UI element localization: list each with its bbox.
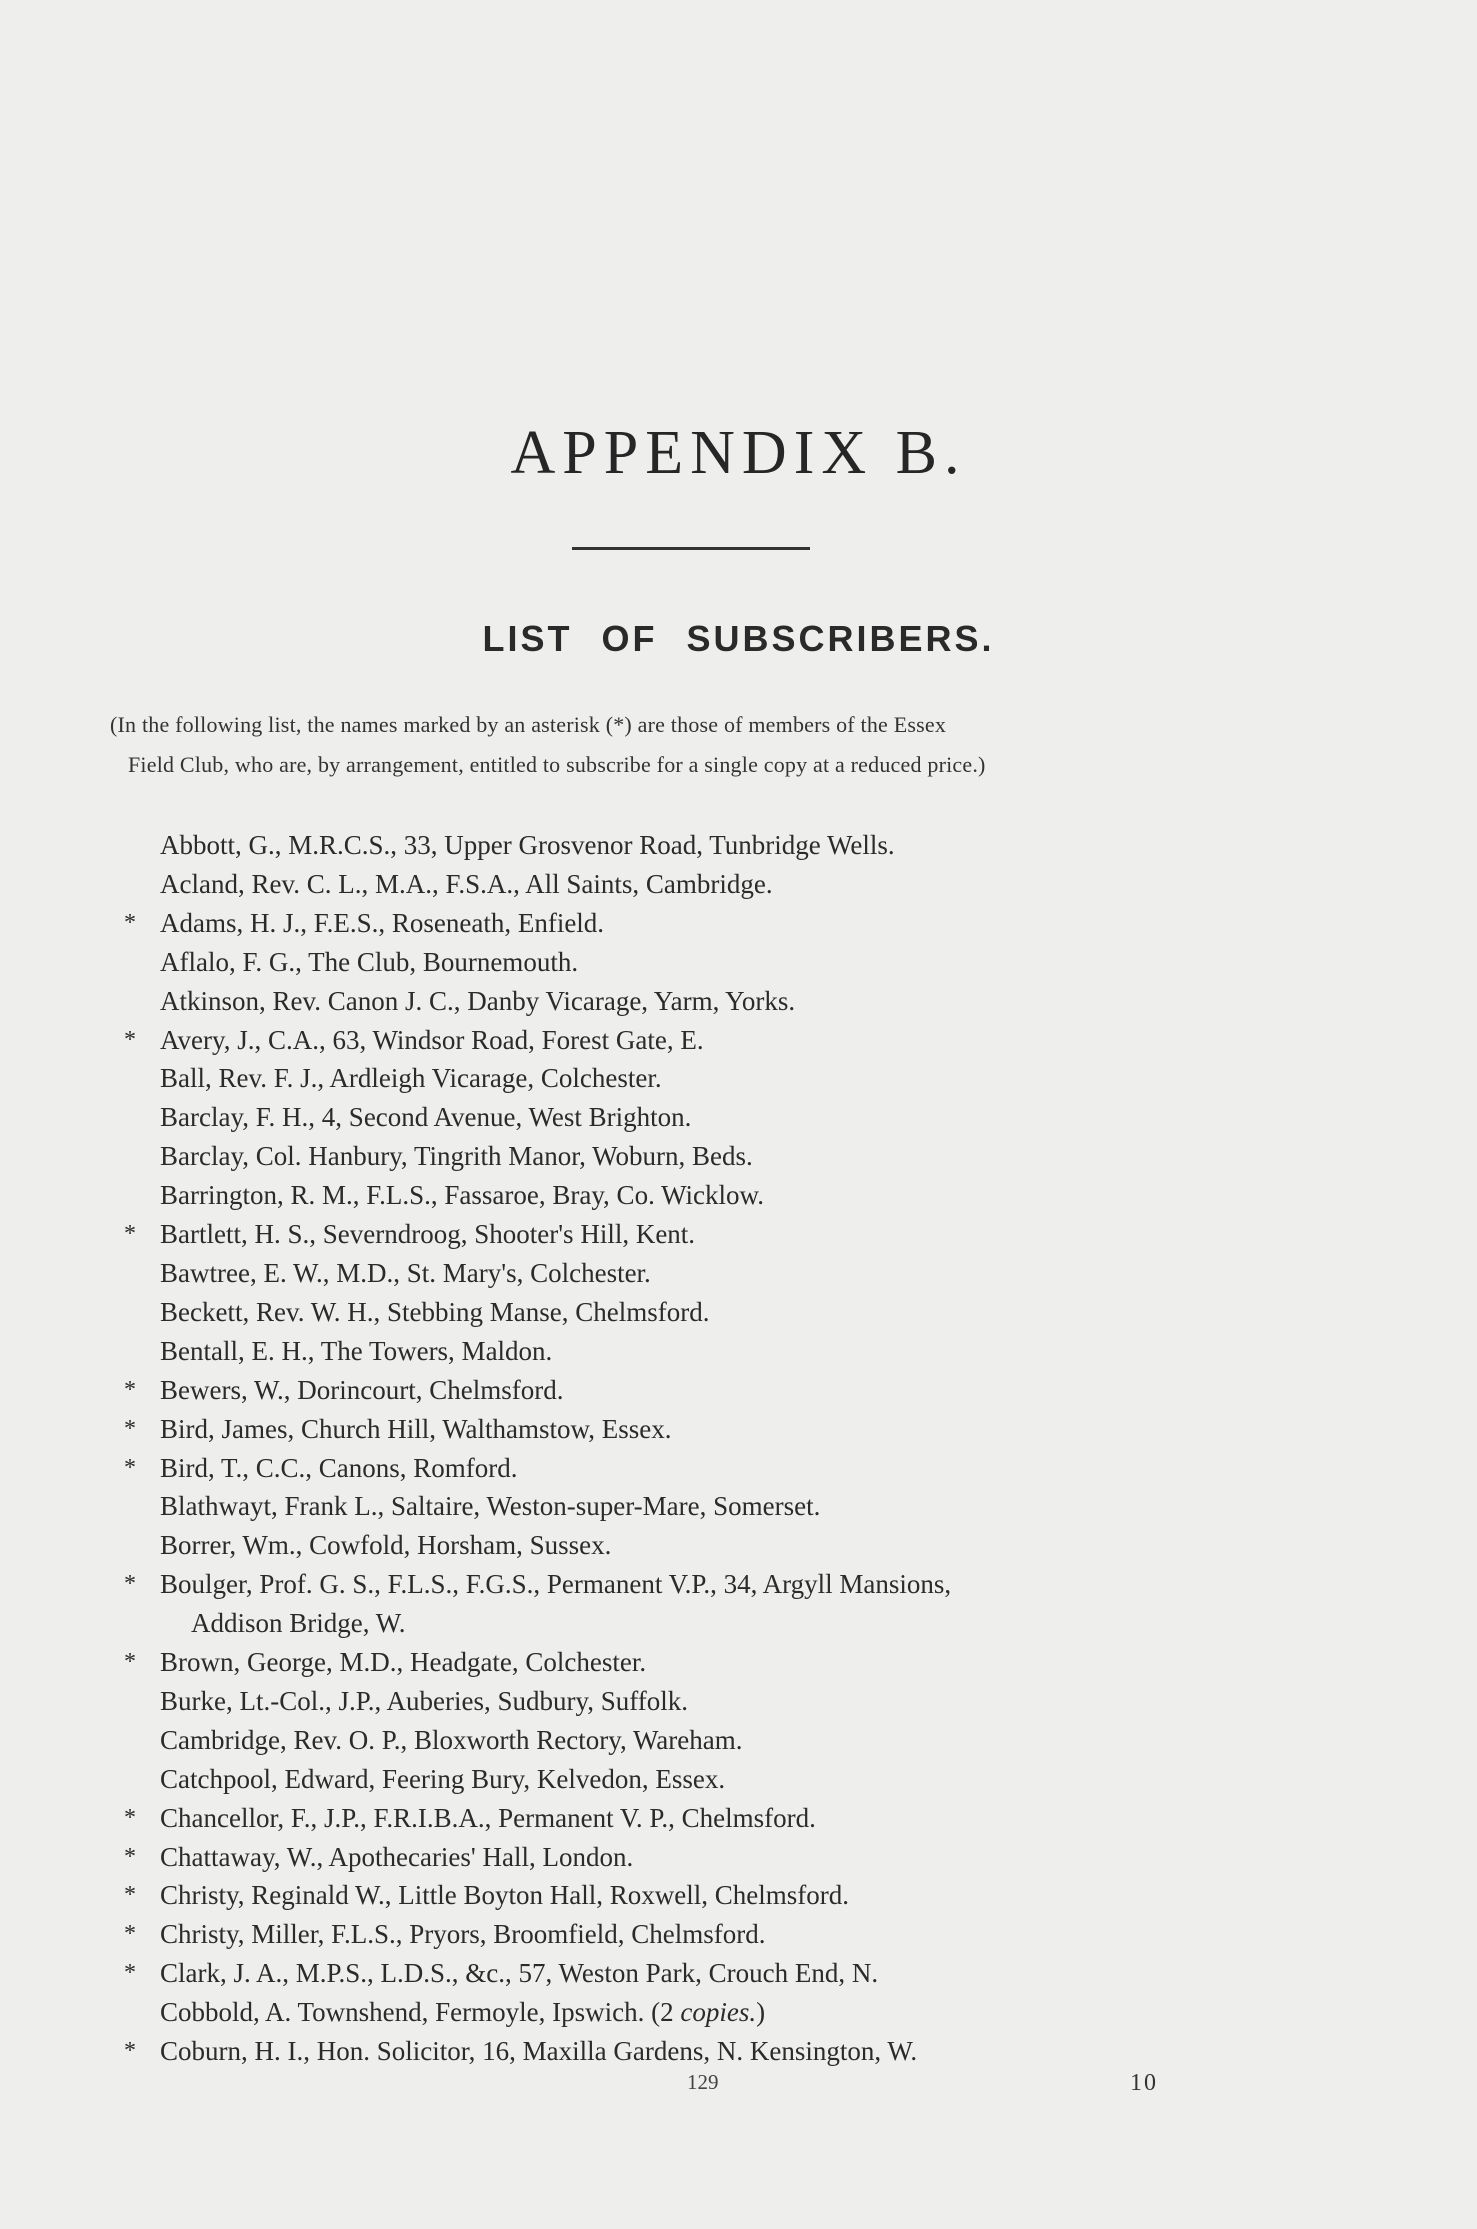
subscriber-text: Avery, J., C.A., 63, Windsor Road, Forest Gate, E. <box>160 1024 704 1055</box>
asterisk-marker: * <box>124 1960 136 1987</box>
asterisk-marker: * <box>124 1454 136 1481</box>
subscriber-text-continued: Addison Bridge, W. <box>191 1608 406 1639</box>
subscriber-list <box>0 826 1477 2071</box>
subscriber-text: Barrington, R. M., F.L.S., Fassaroe, Bray, Co. Wicklow. <box>160 1180 764 1211</box>
asterisk-marker: * <box>124 1026 136 1053</box>
list-item <box>0 1721 1290 1760</box>
subscriber-text: Chancellor, F., J.P., F.R.I.B.A., Permanent V. P., Chelmsford. <box>160 1802 816 1833</box>
list-item <box>0 1526 1290 1565</box>
subscriber-text: Clark, J. A., M.P.S., L.D.S., &c., 57, Weston Park, Crouch End, N. <box>160 1958 879 1989</box>
copies-note: (2 copies.) <box>651 1997 766 2028</box>
subscriber-text: Ball, Rev. F. J., Ardleigh Vicarage, Colchester. <box>160 1063 662 1094</box>
subscriber-text: Borrer, Wm., Cowfold, Horsham, Sussex. <box>160 1530 612 1561</box>
list-item <box>0 1993 1290 2032</box>
asterisk-marker: * <box>124 2038 136 2065</box>
asterisk-marker: * <box>124 1415 136 1442</box>
page-number: 129 <box>687 2070 719 2094</box>
subscriber-text: Catchpool, Edward, Feering Bury, Kelvedon, Essex. <box>160 1763 726 1794</box>
subscriber-text: Adams, H. J., F.E.S., Roseneath, Enfield. <box>160 907 605 938</box>
subscriber-text: Bentall, E. H., The Towers, Maldon. <box>160 1335 553 1366</box>
subscriber-text: Boulger, Prof. G. S., F.L.S., F.G.S., Permanent V.P., 34, Argyll Mansions, <box>160 1569 952 1600</box>
asterisk-marker: * <box>124 1804 136 1831</box>
asterisk-marker: * <box>124 1649 136 1676</box>
subscriber-text: Aflalo, F. G., The Club, Bournemouth. <box>160 946 579 977</box>
asterisk-marker: * <box>124 1221 136 1248</box>
list-item <box>0 2032 1290 2071</box>
asterisk-marker: * <box>124 1571 136 1598</box>
subscriber-text: Coburn, H. I., Hon. Solicitor, 16, Maxilla Gardens, N. Kensington, W. <box>160 2036 918 2067</box>
list-item <box>0 1215 1290 1254</box>
list-item <box>0 1371 1290 1410</box>
page-title: APPENDIX B. <box>510 419 967 487</box>
list-item <box>0 1098 1290 1137</box>
asterisk-marker: * <box>124 1882 136 1909</box>
list-item <box>0 1137 1290 1176</box>
list-item <box>0 943 1290 982</box>
list-item <box>0 1021 1290 1060</box>
intro-note <box>108 705 1278 785</box>
intro-line-2: Field Club, who are, by arrangement, entitled to subscribe for a single copy at a reduced price.) <box>128 752 986 777</box>
subscriber-text: Cobbold, A. Townshend, Fermoyle, Ipswich. <box>160 1997 645 2028</box>
subscriber-text: Cambridge, Rev. O. P., Bloxworth Rectory, Wareham. <box>160 1724 743 1755</box>
list-item <box>0 1954 1290 1993</box>
subscriber-text: Bartlett, H. S., Severndroog, Shooter's Hill, Kent. <box>160 1219 696 1250</box>
list-item <box>0 1876 1290 1915</box>
subscriber-text: Burke, Lt.-Col., J.P., Auberies, Sudbury, Suffolk. <box>160 1685 689 1716</box>
asterisk-marker: * <box>124 1843 136 1870</box>
subscriber-text: Bird, James, Church Hill, Walthamstow, Essex. <box>160 1413 672 1444</box>
list-item <box>0 865 1290 904</box>
signature-mark: 10 <box>1130 2070 1158 2096</box>
list-item <box>0 1760 1290 1799</box>
intro-line-1: (In the following list, the names marked by an asterisk (*) are those of members of the Essex <box>110 712 947 737</box>
list-item <box>0 1176 1290 1215</box>
subscriber-text: Barclay, Col. Hanbury, Tingrith Manor, Woburn, Beds. <box>160 1141 753 1172</box>
list-item <box>0 1682 1290 1721</box>
list-item <box>0 982 1290 1021</box>
subscriber-text: Beckett, Rev. W. H., Stebbing Manse, Chelmsford. <box>160 1296 710 1327</box>
subscriber-text: Atkinson, Rev. Canon J. C., Danby Vicarage, Yarm, Yorks. <box>160 985 796 1016</box>
asterisk-marker: * <box>124 909 136 936</box>
list-item <box>0 1487 1290 1526</box>
list-item <box>0 1410 1290 1449</box>
list-item <box>0 1643 1290 1682</box>
subscriber-text: Bewers, W., Dorincourt, Chelmsford. <box>160 1374 564 1405</box>
subscriber-text: Christy, Reginald W., Little Boyton Hall, Roxwell, Chelmsford. <box>160 1880 849 1911</box>
subscriber-text: Bird, T., C.C., Canons, Romford. <box>160 1452 518 1483</box>
list-item <box>0 1838 1290 1877</box>
list-item <box>0 1293 1290 1332</box>
list-item <box>0 904 1290 943</box>
list-item <box>0 1565 1290 1643</box>
list-item <box>0 1059 1290 1098</box>
asterisk-marker: * <box>124 1376 136 1403</box>
list-item <box>0 1254 1290 1293</box>
subscriber-text: Bawtree, E. W., M.D., St. Mary's, Colchester. <box>160 1257 651 1288</box>
list-item <box>0 826 1290 865</box>
subscriber-text: Christy, Miller, F.L.S., Pryors, Broomfield, Chelmsford. <box>160 1919 766 1950</box>
subscriber-text: Abbott, G., M.R.C.S., 33, Upper Grosvenor Road, Tunbridge Wells. <box>160 830 895 860</box>
subscriber-text: Barclay, F. H., 4, Second Avenue, West Brighton. <box>160 1102 692 1133</box>
title-divider <box>572 547 810 550</box>
subscriber-text: Acland, Rev. C. L., M.A., F.S.A., All Saints, Cambridge. <box>160 868 773 899</box>
list-item <box>0 1915 1290 1954</box>
section-subtitle: LIST OF SUBSCRIBERS. <box>482 618 995 659</box>
list-item <box>0 1449 1290 1488</box>
list-item <box>0 1332 1290 1371</box>
asterisk-marker: * <box>124 1921 136 1948</box>
subscriber-text: Brown, George, M.D., Headgate, Colchester. <box>160 1647 647 1678</box>
list-item <box>0 1799 1290 1838</box>
subscriber-text: Chattaway, W., Apothecaries' Hall, London. <box>160 1841 634 1872</box>
subscriber-text: Blathwayt, Frank L., Saltaire, Weston-super-Mare, Somerset. <box>160 1491 821 1522</box>
